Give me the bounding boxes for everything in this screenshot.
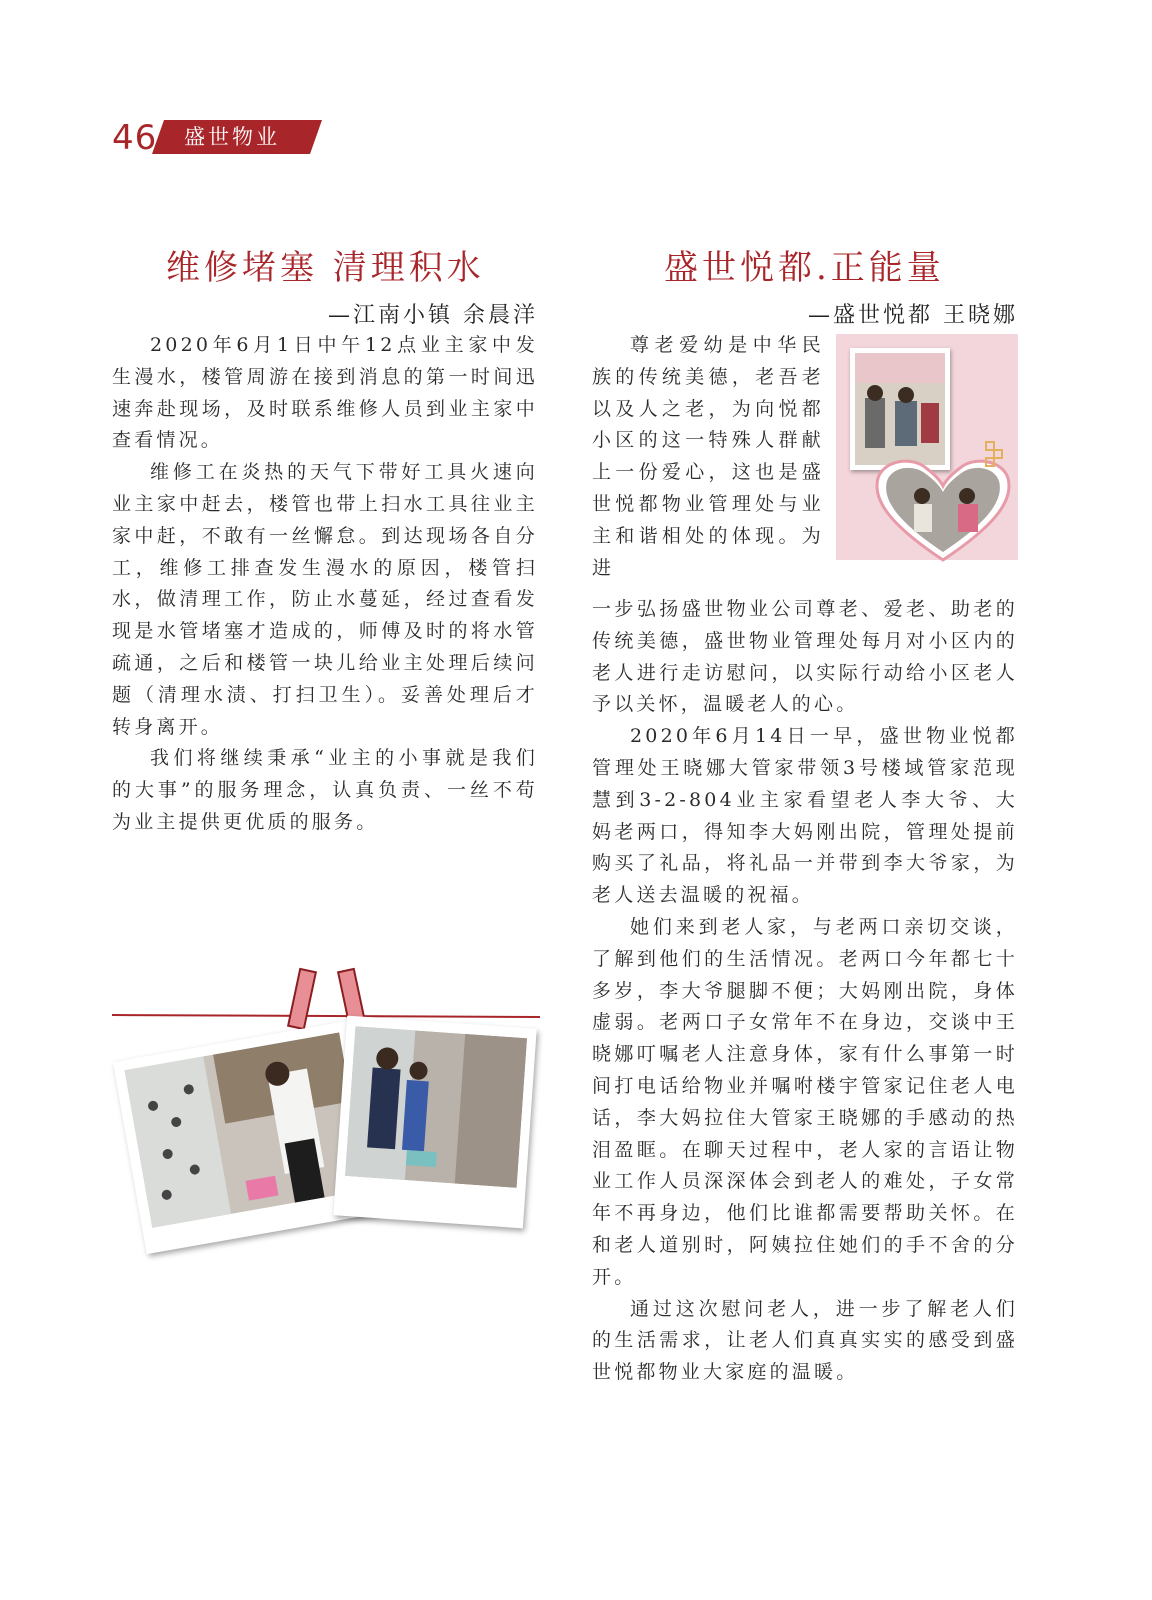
right-intro-paragraph: 尊老爱幼是中华民族的传统美德，老吾老以及人之老，为向悦都小区的这一特殊人群献上一份爱心，这也是盛世悦都物业管理处与业主和谐相处的体现。为进 [592,334,824,579]
page-number: 46 [112,118,158,158]
right-article-body [592,594,1018,1389]
visit-photo-1 [850,348,950,470]
left-paragraph-1: 2020年6月1日中午12点业主家中发生漫水，楼管周游在接到消息的第一时间迅速奔赴现场，及时联系维修人员到业主家中查看情况。 [112,334,538,452]
clothespin-left-icon [288,969,316,1029]
repair-scene-image-2 [345,1026,527,1188]
visit-photo-panel [836,334,1018,560]
lattice-ornament-icon [982,438,1012,478]
repair-photo-right [333,1016,536,1229]
right-article-byline: —盛世悦都 王晓娜 [808,303,1018,328]
left-article-byline: —江南小镇 余晨洋 [328,303,538,328]
right-paragraph-3: 通过这次慰问老人，进一步了解老人们的生活需求，让老人们真真实实的感受到盛世悦都物业大家庭的温暖。 [592,1297,1018,1384]
repair-scene-image-1 [124,1032,366,1227]
right-intro-continued: 一步弘扬盛世物业公司尊老、爱老、助老的传统美德，盛世物业管理处每月对小区内的老人进行走访慰问，以实际行动给小区老人予以关怀，温暖老人的心。 [592,598,1018,716]
right-paragraph-1: 2020年6月14日一早，盛世物业悦都管理处王晓娜大管家带领3号楼域管家范现慧到3-2-804业主家看望老人李大爷、大妈老两口，得知李大妈刚出院，管理处提前购买了礼品，将礼品一并带到李大爷家，为老人送去温暖的祝福。 [592,725,1018,907]
left-paragraph-2: 维修工在炎热的天气下带好工具火速向业主家中赶去，楼管也带上扫水工具往业主家中赶，不敢有一丝懈怠。到达现场各自分工，维修工排查发生漫水的原因，楼管扫水，做清理工作，防止水蔓延，经过查看发现是水管堵塞才造成的，师傅及时的将水管疏通，之后和楼管一块儿给业主处理后续问题（清理水渍、打扫卫生）。妥善处理后才转身离开。 [112,461,538,738]
right-article-intro [592,330,824,584]
visit-scene-image-1 [855,353,945,465]
right-paragraph-2: 她们来到老人家，与老两口亲切交谈，了解到他们的生活情况。老两口今年都七十多岁，李大爷腿脚不便；大妈刚出院，身体虚弱。老两口子女常年不在身边，交谈中王晓娜叮嘱老人注意身体，家有什么事第一时间打电话给物业并嘱咐楼宇管家记住老人电话，李大妈拉住大管家王晓娜的手感动的热泪盈眶。在聊天过程中，老人家的言语让物业工作人员深深体会到老人的难处，子女常年不再身边，他们比谁都需要帮助关怀。在和老人道别时，阿姨拉住她们的手不舍的分开。 [592,915,1018,1288]
left-article-title: 维修堵塞 清理积水 [166,248,485,288]
right-article-title: 盛世悦都.正能量 [664,248,945,288]
section-name: 盛世物业 [184,125,280,149]
section-tag [152,120,322,154]
left-paragraph-3: 我们将继续秉承“业主的小事就是我们的大事”的服务理念，认真负责、一丝不苟为业主提供更优质的服务。 [112,747,538,833]
left-article-body [112,330,538,839]
